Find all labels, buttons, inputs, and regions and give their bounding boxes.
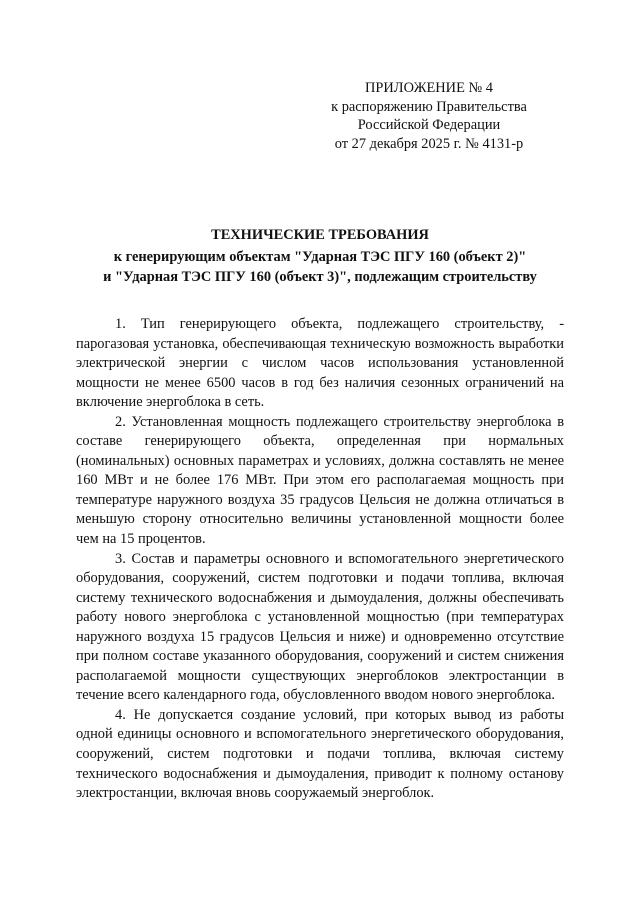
subtitle-line-1: к генерирующим объектам "Ударная ТЭС ПГУ 160 (объект 2)" xyxy=(113,249,527,265)
paragraph-2: 2. Установленная мощность подлежащего строительству энергоблока в составе генерирующего объекта, определенная при нормальных (номинальных) основных параметрах и условиях, должна составлять не менее 160 МВт и не более 176 МВт. При этом его располагаемая мощность при температуре наружного воздуха 35 градусов Цельсия не должна отличаться в меньшую сторону относительно величины установленной мощности более чем на 15 процентов. xyxy=(76,413,564,548)
subtitle-line-2: и "Ударная ТЭС ПГУ 160 (объект 3)", подлежащим строительству xyxy=(103,269,537,285)
appendix-order-line: к распоряжению Правительства xyxy=(331,98,527,115)
appendix-government-line: Российской Федерации xyxy=(357,117,501,133)
paragraph-1: 1. Тип генерирующего объекта, подлежащего строительству, - парогазовая установка, обеспечивающая техническую возможность выработки электрической энергии с числом часов использования установленной мощности не менее 6500 часов в год без наличия сезонных ограничений на включение энергоблока в сеть. xyxy=(76,316,564,411)
appendix-date-line: от 27 декабря 2025 г. № 4131-р xyxy=(334,135,524,152)
paragraph-3: 3. Состав и параметры основного и вспомогательного энергетического оборудования, сооружений, систем подготовки и подачи топлива, включая систему технического водоснабжения и дымоудаления, должны обеспечивать работу нового энергоблока с установленной мощностью (при температурах наружного воздуха 15 градусов Цельсия и ниже) и одновременно отсутствие при полном составе указанного оборудования, сооружений и систем снижения располагаемой мощности существующих энергоблоков электростанции в течение всего календарного года, обусловленного вводом нового энергоблока. xyxy=(76,550,564,704)
appendix-number: ПРИЛОЖЕНИЕ № 4 xyxy=(365,80,493,96)
document-subtitle xyxy=(76,247,564,287)
document-body xyxy=(76,315,564,804)
appendix-header xyxy=(300,79,558,153)
document-title: ТЕХНИЧЕСКИЕ ТРЕБОВАНИЯ xyxy=(211,227,429,243)
paragraph-4: 4. Не допускается создание условий, при которых вывод из работы одной единицы основного и вспомогательного энергетического оборудования, сооружений, систем подготовки и подачи топлива, включая систему технического водоснабжения и дымоудаления, приводит к полному останову электростанции, включая вновь сооружаемый энергоблок. xyxy=(76,706,564,802)
